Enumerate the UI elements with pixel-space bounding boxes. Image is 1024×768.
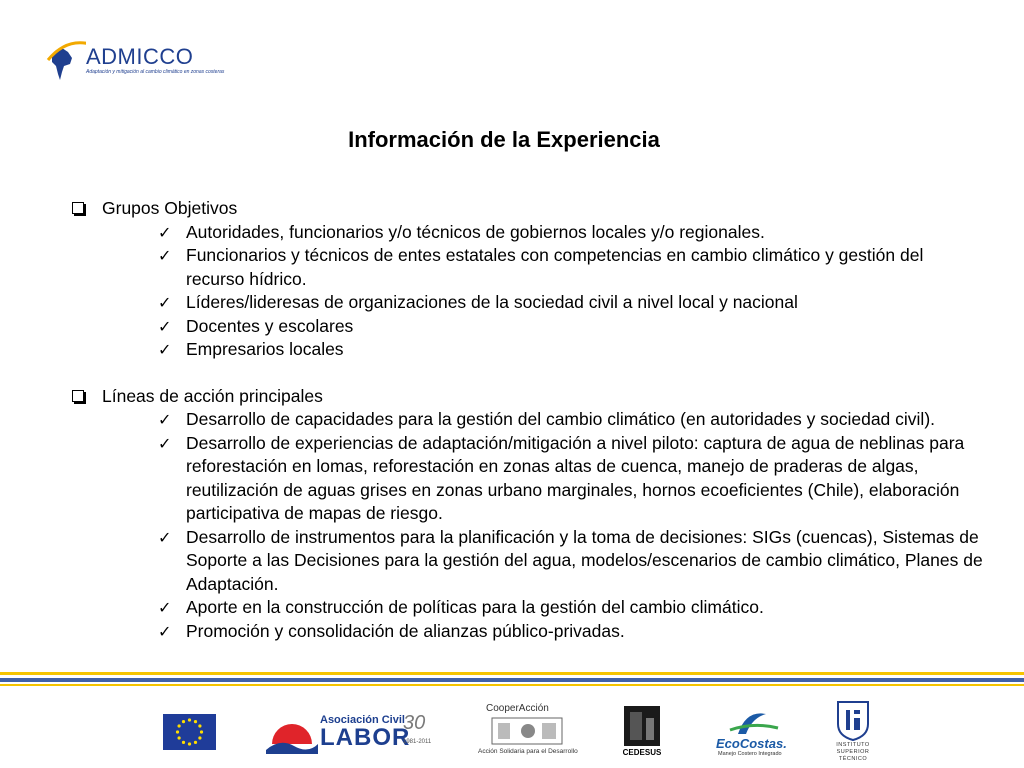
list-item: ✓ Funcionarios y técnicos de entes estatales con competencias en cambio climático y gestión del recurso hídrico. [158,245,924,289]
cedesus-emblem-icon [620,704,664,748]
section-heading [0,197,1024,221]
list-item: ✓ Desarrollo de instrumentos para la planificación y la toma de decisiones: SIGs (cuencas), Sistemas de Soporte a las Decisiones para la gestión del agua, modelos/escenarios de cambio climático, Planes de Adaptación. [158,526,983,594]
list-item: ✓ Docentes y escolares [0,315,1024,339]
labor-years: 1981-2011 [403,739,432,745]
section-target-groups [0,197,1024,362]
footer-stripe-blue [0,678,1024,682]
checkmark-icon: ✓ [158,527,172,547]
section-action-lines [0,385,1024,644]
checkbox-bullet-icon [72,390,84,402]
checkmark-icon: ✓ [158,316,172,336]
logo-name: ADMICCO [86,44,194,69]
content-body [0,197,1024,643]
list-item: ✓ Promoción y consolidación de alianzas público-privadas. [0,620,1024,644]
eu-flag-logo [163,714,216,750]
checkmark-icon: ✓ [158,410,172,429]
cooper-tagline: Acción Solidaria para el Desarrollo [478,748,578,755]
list-item: ✓ Desarrollo de experiencias de adaptación/mitigación a nivel piloto: captura de agua de neblinas para reforestación en lomas, reforestación en zonas altas de cuenca, manejo de praderas de algas, reutilización de aguas grises en zonas urbano marginales, hornos ecoeficientes (Chile), elaboración participativa de mapas de riesgo. [158,432,965,523]
logo-tagline: Adaptación y mitigación al cambio climático en zonas costeras [86,69,225,75]
checkmark-icon: ✓ [158,222,172,242]
admicco-logo [46,38,225,86]
checkbox-bullet-icon [72,202,84,214]
shield-icon [830,700,876,742]
cooperaccion-logo [478,703,576,759]
checkmark-icon: ✓ [158,598,172,617]
bullet-list [0,408,1024,643]
checkmark-icon: ✓ [158,621,172,641]
swoosh-icon [716,708,790,738]
sun-wave-icon [266,710,318,754]
list-item: ✓ Desarrollo de capacidades para la gestión del cambio climático (en autoridades y sociedad civil). [0,408,1024,432]
cooper-emblem-icon [478,716,576,748]
list-item: ✓ Aporte en la construcción de políticas para la gestión del cambio climático. [0,596,1024,620]
ist-tagline: INSTITUTO SUPERIOR TÉCNICO [836,742,870,762]
footer-stripe-yellow [0,672,1024,675]
labor-name: LABOR [320,724,411,751]
ecocostas-logo [716,708,790,758]
labor-anniversary: 30 [403,712,426,734]
checkmark-icon: ✓ [158,293,172,312]
labor-subtitle: Asociación Civil [320,714,405,726]
cedesus-logo [620,704,664,760]
checkmark-icon: ✓ [158,340,172,359]
list-item: ✓ Líderes/lideresas de organizaciones de la sociedad civil a nivel local y nacional [0,291,1024,315]
eu-stars-icon [163,714,216,750]
labor-logo [266,710,441,754]
cooper-name: CooperAcción [486,703,549,714]
cedesus-name: CEDESUS [622,748,662,757]
footer-stripe-yellow [0,684,1024,686]
section-heading-text: Grupos Objetivos [102,198,238,218]
list-item: ✓ Empresarios locales [0,338,1024,362]
page-title: Información de la Experiencia [348,127,660,152]
checkmark-icon: ✓ [158,246,172,265]
ist-logo [830,700,880,764]
section-heading-text: Líneas de acción principales [102,385,323,406]
ecocostas-tagline: Manejo Costero Integrado [718,751,782,757]
south-america-map-icon [46,38,86,86]
ecocostas-name: EcoCostas. [716,736,787,751]
section-heading [0,385,1024,409]
checkmark-icon: ✓ [158,433,172,453]
list-item: ✓ Autoridades, funcionarios y/o técnicos de gobiernos locales y/o regionales. [0,221,1024,245]
bullet-list [0,221,1024,362]
